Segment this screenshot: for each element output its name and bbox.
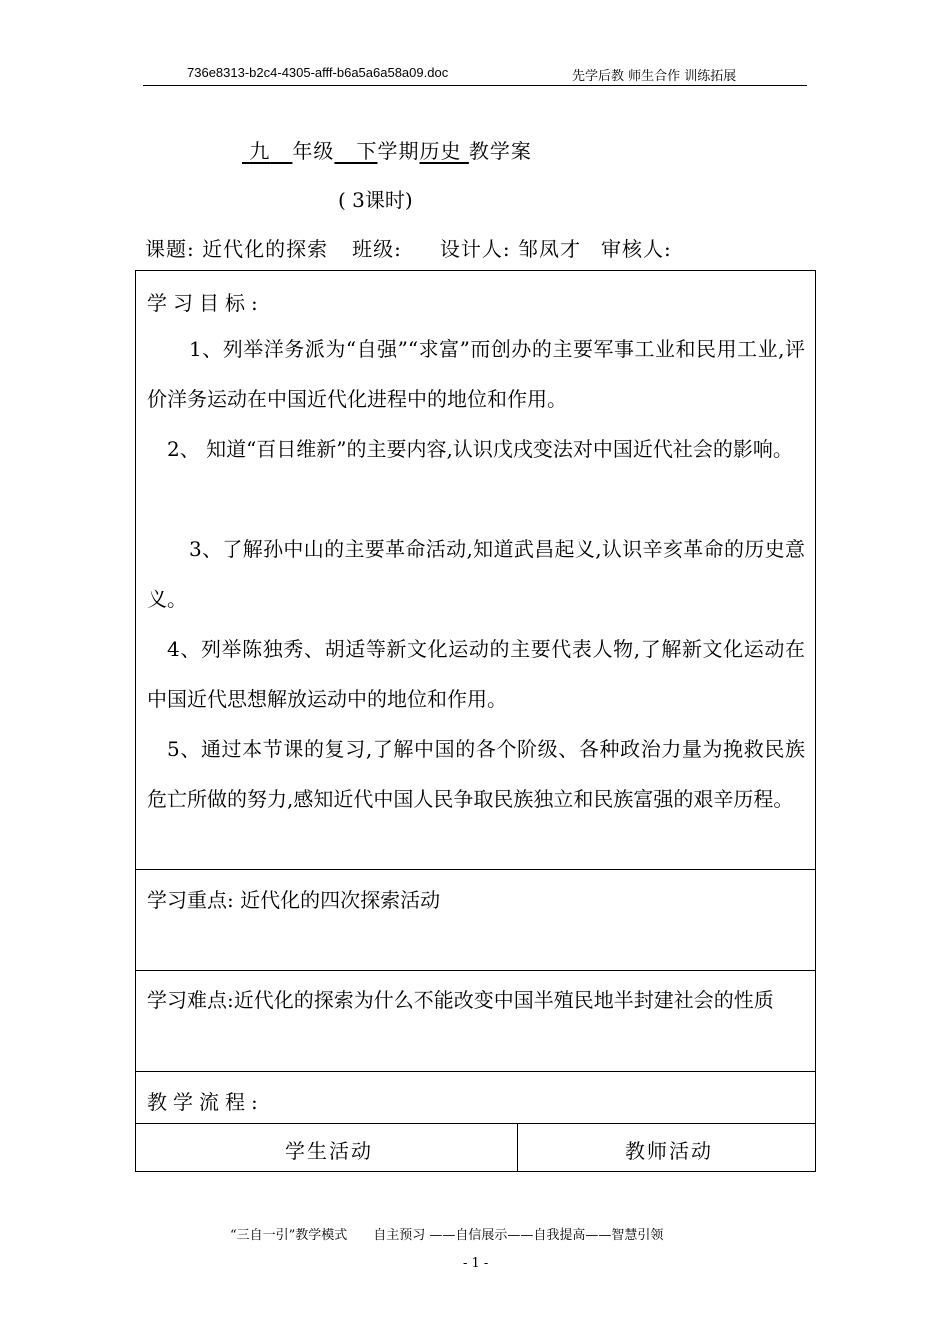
- objectives-cell: [135, 270, 816, 870]
- header-filename: 736e8313-b2c4-4305-afff-b6a5a6a58a09.doc: [187, 65, 449, 80]
- title-suffix: 教学案: [468, 139, 532, 163]
- difficulty-cell: [135, 970, 816, 1072]
- title-grade: 九: [249, 139, 271, 163]
- designer-label: 设计人: 邹凤才: [439, 237, 581, 261]
- title-term-suffix: 学期: [377, 139, 420, 163]
- page-number: - 1 -: [463, 1256, 489, 1271]
- title-term: 下: [356, 139, 378, 163]
- objective-item-1: 1、列举洋务派为“自强”“求富”而创办的主要军事工业和民用工业,评价洋务运动在中国近代化进程中的地位和作用。: [147, 337, 805, 411]
- document-subtitle: ( 3课时): [338, 188, 413, 212]
- teaching-flow-cell: [135, 1071, 816, 1124]
- title-subject: 历史: [419, 139, 462, 163]
- objectives-label: 学习目标:: [147, 291, 264, 315]
- reviewer-label: 审核人:: [600, 237, 672, 261]
- footer-motto: “三自一引”教学模式 自主预习 ——自信展示——自我提高——智慧引领: [230, 1228, 664, 1243]
- column-divider: [517, 1124, 518, 1171]
- difficulty-text: 学习难点:近代化的探索为什么不能改变中国半殖民地半封建社会的性质: [147, 988, 774, 1012]
- class-label: 班级:: [352, 237, 402, 261]
- student-activity-header: 学生活动: [285, 1139, 373, 1163]
- objective-item-3: 3、了解孙中山的主要革命活动,知道武昌起义,认识辛亥革命的历史意义。: [147, 537, 805, 611]
- topic-label: 课题: 近代化的探索: [145, 237, 329, 261]
- key-point-cell: [135, 869, 816, 971]
- header-motto: 先学后教 师生合作 训练拓展: [572, 69, 737, 84]
- objective-item-2: 2、 知道“百日维新”的主要内容,认识戊戌变法对中国近代社会的影响。: [167, 437, 793, 461]
- activity-columns-header: [135, 1123, 816, 1172]
- objective-item-4: 4、列举陈独秀、胡适等新文化运动的主要代表人物,了解新文化运动在中国近代思想解放运动中的地位和作用。: [147, 637, 805, 711]
- key-point-text: 学习重点: 近代化的四次探索活动: [147, 888, 441, 912]
- teacher-activity-header: 教师活动: [625, 1139, 713, 1163]
- teaching-flow-label: 教学流程:: [147, 1090, 264, 1114]
- document-title: [242, 135, 532, 164]
- objective-item-5: 5、通过本节课的复习,了解中国的各个阶级、各种政治力量为挽救民族危亡所做的努力,感知近代中国人民争取民族独立和民族富强的艰辛历程。: [147, 737, 805, 811]
- header-rule: [143, 85, 807, 86]
- lesson-meta: [145, 233, 672, 262]
- title-grade-suffix: 年级: [292, 139, 335, 163]
